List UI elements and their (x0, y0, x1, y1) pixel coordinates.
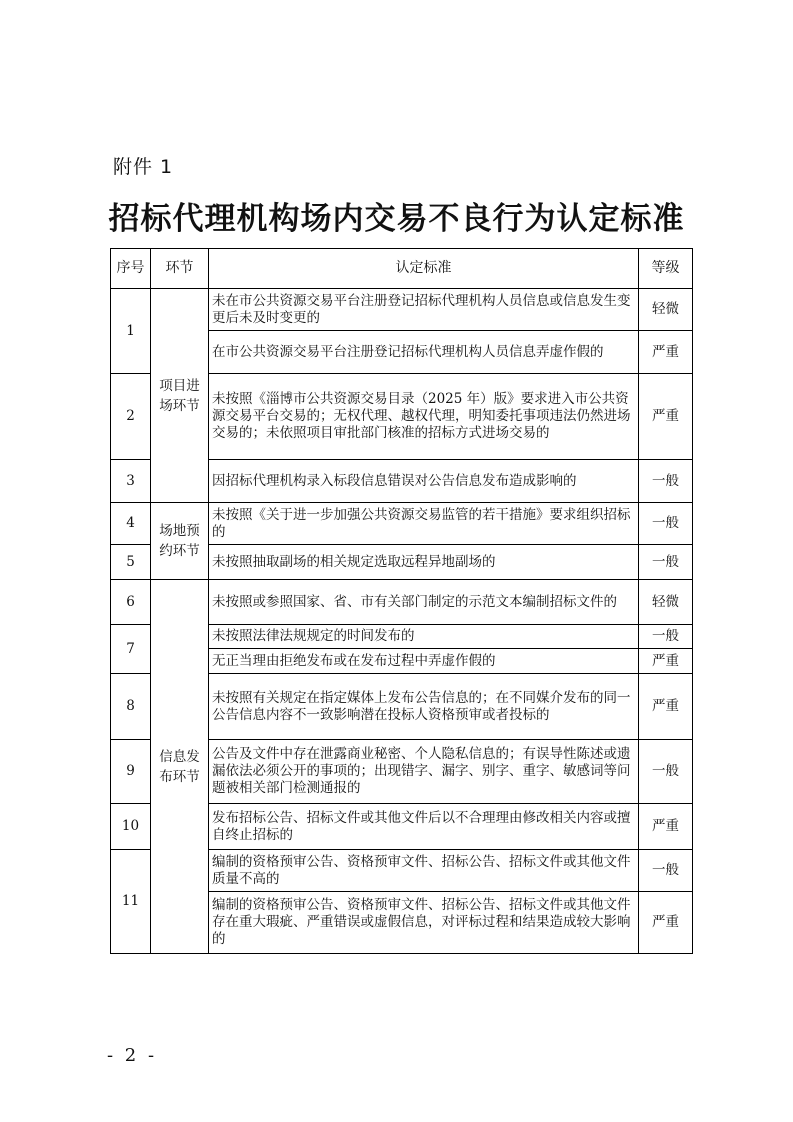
seq-cell: 11 (111, 850, 151, 954)
level-cell: 严重 (639, 674, 693, 740)
seq-cell: 2 (111, 374, 151, 460)
criteria-cell: 编制的资格预审公告、资格预审文件、招标公告、招标文件或其他文件存在重大瑕疵、严重错误或虚假信息，对评标过程和结果造成较大影响的 (209, 892, 639, 954)
level-cell: 一般 (639, 850, 693, 892)
criteria-cell: 未按照《关于进一步加强公共资源交易监管的若干措施》要求组织招标的 (209, 503, 639, 545)
criteria-cell: 无正当理由拒绝发布或在发布过程中弄虚作假的 (209, 649, 639, 674)
level-cell: 一般 (639, 545, 693, 580)
attachment-label: 附件 1 (113, 156, 174, 178)
stage-cell-project-entry: 项目进场环节 (151, 289, 209, 503)
criteria-cell: 编制的资格预审公告、资格预审文件、招标公告、招标文件或其他文件质量不高的 (209, 850, 639, 892)
page-title: 招标代理机构场内交易不良行为认定标准 (108, 201, 685, 237)
header-seq: 序号 (111, 249, 151, 289)
table-row (111, 289, 693, 331)
criteria-cell: 未按照有关规定在指定媒体上发布公告信息的；在不同媒介发布的同一公告信息内容不一致影响潜在投标人资格预审或者投标的 (209, 674, 639, 740)
level-cell: 严重 (639, 331, 693, 374)
criteria-cell: 在市公共资源交易平台注册登记招标代理机构人员信息弄虚作假的 (209, 331, 639, 374)
criteria-cell: 未按照《淄博市公共资源交易目录（2025 年）版》要求进入市公共资源交易平台交易的；无权代理、越权代理，明知委托事项违法仍然进场交易的；未依照项目审批部门核准的招标方式进场交易的 (209, 374, 639, 460)
seq-cell: 10 (111, 804, 151, 850)
header-level: 等级 (639, 249, 693, 289)
criteria-cell: 公告及文件中存在泄露商业秘密、个人隐私信息的；有误导性陈述或遗漏依法必须公开的事项的；出现错字、漏字、别字、重字、敏感词等问题被相关部门检测通报的 (209, 740, 639, 804)
level-cell: 一般 (639, 625, 693, 649)
level-cell: 轻微 (639, 289, 693, 331)
page-number: - 2 - (107, 1045, 158, 1066)
level-cell: 一般 (639, 460, 693, 503)
level-cell: 严重 (639, 374, 693, 460)
seq-cell: 4 (111, 503, 151, 545)
table-row (111, 580, 693, 625)
seq-cell: 8 (111, 674, 151, 740)
seq-cell: 1 (111, 289, 151, 374)
table-header-row (111, 249, 693, 289)
header-criteria: 认定标准 (209, 249, 639, 289)
seq-cell: 7 (111, 625, 151, 674)
level-cell: 严重 (639, 649, 693, 674)
seq-cell: 3 (111, 460, 151, 503)
criteria-cell: 未按照法律法规规定的时间发布的 (209, 625, 639, 649)
stage-cell-venue-booking: 场地预约环节 (151, 503, 209, 580)
criteria-cell: 因招标代理机构录入标段信息错误对公告信息发布造成影响的 (209, 460, 639, 503)
criteria-cell: 未按照抽取副场的相关规定选取远程异地副场的 (209, 545, 639, 580)
level-cell: 轻微 (639, 580, 693, 625)
level-cell: 一般 (639, 740, 693, 804)
table-row (111, 503, 693, 545)
seq-cell: 9 (111, 740, 151, 804)
level-cell: 严重 (639, 892, 693, 954)
criteria-cell: 未在市公共资源交易平台注册登记招标代理机构人员信息或信息发生变更后未及时变更的 (209, 289, 639, 331)
criteria-cell: 发布招标公告、招标文件或其他文件后以不合理理由修改相关内容或擅自终止招标的 (209, 804, 639, 850)
stage-cell-info-release: 信息发布环节 (151, 580, 209, 954)
seq-cell: 5 (111, 545, 151, 580)
level-cell: 严重 (639, 804, 693, 850)
header-stage: 环节 (151, 249, 209, 289)
standards-table (110, 248, 693, 954)
seq-cell: 6 (111, 580, 151, 625)
level-cell: 一般 (639, 503, 693, 545)
criteria-cell: 未按照或参照国家、省、市有关部门制定的示范文本编制招标文件的 (209, 580, 639, 625)
